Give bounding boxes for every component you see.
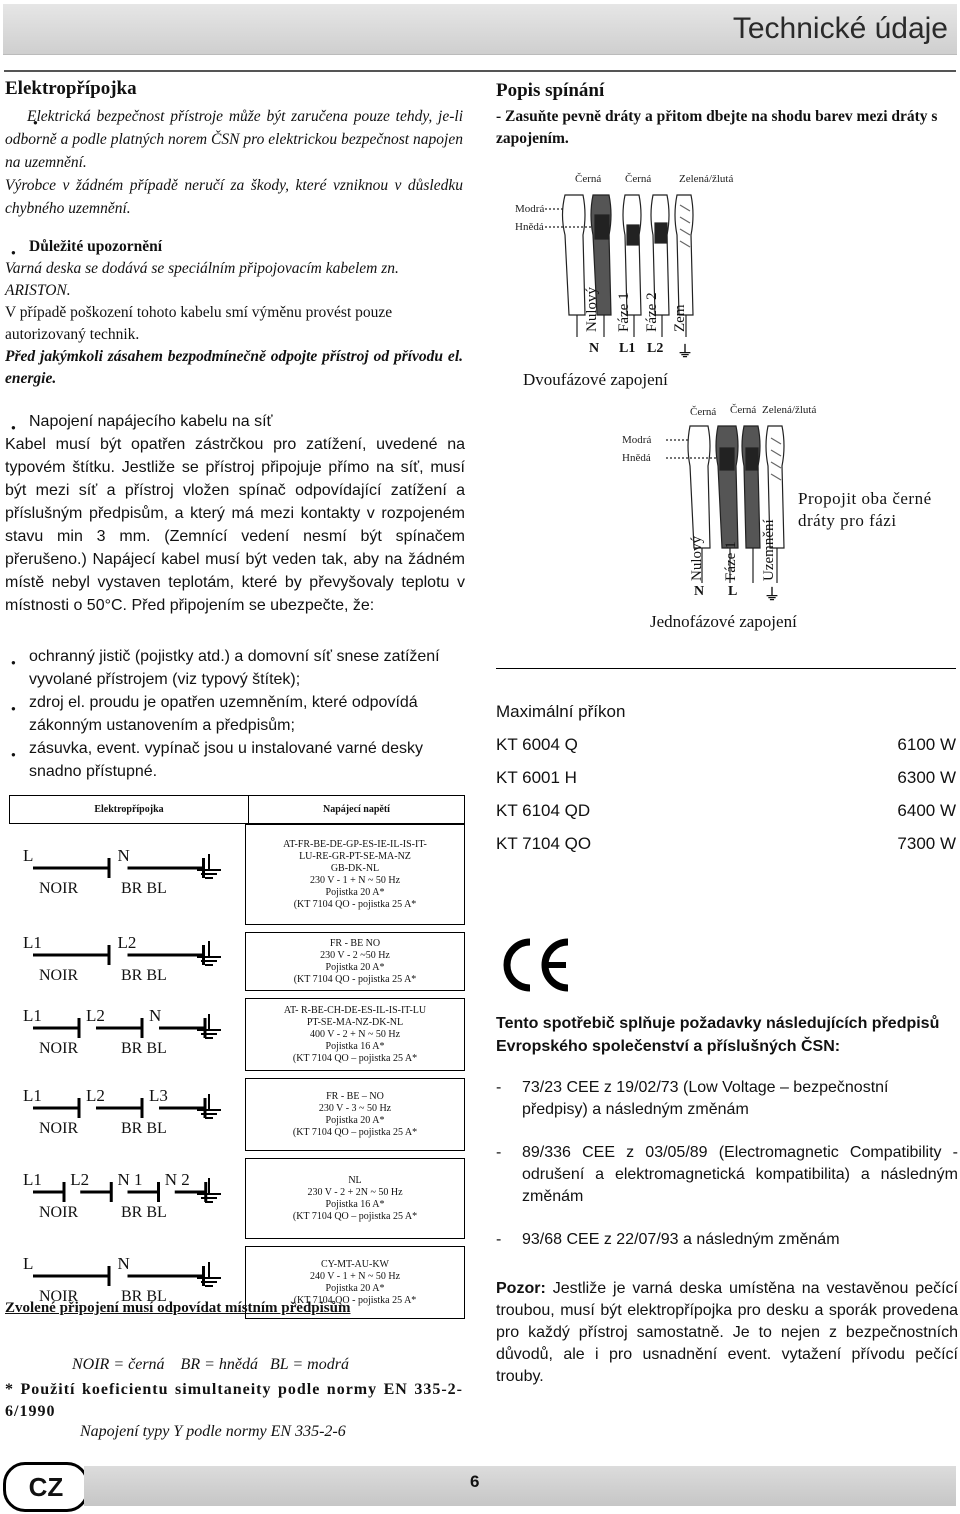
wire-drawing — [505, 165, 745, 365]
voltage-cell — [245, 998, 465, 1071]
voltage-cell — [245, 824, 465, 925]
mains-section — [5, 410, 465, 617]
ce-directives — [496, 1077, 958, 1251]
mains-title: Napojení napájecího kabelu na síť — [29, 413, 273, 430]
important-notice — [5, 236, 463, 390]
wire-name: Fáze 1 — [723, 541, 739, 581]
types-note: Napojení typy Y podle normy EN 335-2-6 — [80, 1423, 346, 1440]
terminal-label: L1 — [23, 1086, 42, 1105]
diagram-caption: Dvoufázové zapojení — [523, 370, 668, 389]
terminal-label: N — [694, 584, 705, 599]
terminal-label: N — [149, 1006, 162, 1025]
wire-color-code: NOIR — [39, 1288, 79, 1305]
wire-color-label: Hnědá — [622, 452, 651, 464]
diagram-caption: Jednofázové zapojení — [650, 612, 797, 631]
ground-icon: ⏚ — [764, 587, 781, 604]
voltage-line: FR - BE NO — [329, 937, 381, 949]
safety-text: Elektrická bezpečnost přístroje může být zaručena pouze tehdy, je-li odborně a podle platných norem ČSN pro elektrickou bezpečnost napojen na uzemnění. — [5, 108, 463, 171]
wire-name: Fáze 2 — [644, 292, 660, 332]
wire-color-label: Černá — [690, 406, 717, 418]
wire-name: Fáze 1 — [616, 292, 632, 332]
voltage-cell — [245, 932, 465, 991]
terminal-label: L — [23, 846, 34, 865]
wire-color-code: BR BL — [121, 1040, 167, 1057]
terminal-label: L2 — [117, 933, 137, 952]
disconnect-text: Před jakýmkoli zásahem bezpodmínečně odpojte přístroj od přívodu el. energie. — [5, 348, 463, 387]
single-phase-diagram — [610, 398, 958, 638]
wire-name: Nulový — [689, 536, 705, 581]
voltage-line: AT-FR-BE-DE-GP-ES-IE-IL-IS-IT- — [283, 838, 427, 850]
wire-color-label: Zelená/žlutá — [762, 404, 817, 416]
table-row — [9, 1158, 465, 1238]
section-heading-connection: Elektropřípojka — [5, 78, 137, 99]
wire-name: Zem — [672, 304, 688, 332]
list-item: zásuvka, event. vypínač jsou u instalované varné desky snadno přístupné. — [29, 740, 423, 780]
voltage-line: 230 V - 2 ~50 Hz — [320, 949, 390, 961]
language-badge: CZ — [3, 1462, 89, 1512]
voltage-line: AT- R-BE-CH-DE-ES-IL-IS-IT-LU — [283, 1004, 427, 1016]
wire-color-code: NOIR — [39, 1120, 79, 1137]
table-header: Napájecí napětí — [249, 796, 465, 824]
terminal-diagram — [9, 1078, 245, 1150]
terminal-label: N — [589, 341, 600, 356]
table-row — [9, 932, 465, 990]
ground-icon: ⏚ — [677, 344, 694, 361]
safety-paragraph — [5, 105, 463, 220]
list-item: ochranný jistič (pojistky atd.) a domovní síť snese zatížení vyvolané přístrojem (viz typový štítek); — [29, 648, 440, 688]
switch-text: - Zasuňte pevně dráty a přitom dbejte na shodu barev mezi dráty s zapojením. — [496, 108, 938, 147]
wire-color-code: BR BL — [121, 1204, 167, 1221]
voltage-line: PT-SE-MA-NZ-DK-NL — [306, 1016, 404, 1028]
voltage-line: LU-RE-GR-PT-SE-MA-NZ — [299, 850, 411, 862]
wire-color-label: Černá — [575, 173, 602, 185]
table-header: Elektropřípojka — [10, 796, 249, 824]
wire-color-label: Černá — [625, 173, 652, 185]
table-row: KT 6004 Q 6100 W — [496, 735, 956, 754]
wire-color-code: BR BL — [121, 1288, 167, 1305]
page-title: Technické údaje — [732, 12, 948, 45]
terminal-block-icon — [9, 998, 245, 1070]
voltage-line: 230 V - 2 + 2N ~ 50 Hz — [307, 1186, 403, 1198]
terminal-label: N — [117, 846, 130, 865]
terminal-label: L1 — [23, 933, 42, 952]
voltage-line: 230 V - 3 ~ 50 Hz — [318, 1102, 392, 1114]
voltage-cell — [245, 1158, 465, 1239]
voltage-line: NL — [348, 1174, 362, 1186]
terminal-label: L3 — [149, 1086, 168, 1105]
two-phase-diagram — [505, 165, 745, 395]
voltage-cell — [245, 1078, 465, 1151]
list-item: - 93/68 CEE z 22/07/93 a následným změnám — [496, 1231, 840, 1248]
voltage-line: (KT 7104 QO – pojistka 25 A* — [292, 1126, 418, 1138]
voltage-line: (KT 7104 QO - pojistka 25 A* — [293, 898, 417, 910]
warning-label: Pozor: — [496, 1280, 546, 1297]
table-row — [9, 824, 465, 924]
table-row — [9, 1078, 465, 1150]
warning-paragraph — [496, 1278, 958, 1388]
terminal-label: L1 — [23, 1170, 42, 1189]
replace-text: V případě poškození tohoto kabelu smí výměnu provést pouze autorizovaný technik. — [5, 304, 393, 343]
terminal-label: L2 — [70, 1170, 90, 1189]
voltage-line: CY-MT-AU-KW — [321, 1258, 389, 1270]
ce-mark-icon — [496, 936, 576, 999]
list-item: - 73/23 CEE z 19/02/73 (Low Voltage – bezpečnostní předpisy) a následným změnám — [496, 1079, 889, 1118]
connection-table — [9, 795, 465, 824]
cable-text: Varná deska se dodává se speciálním připojovacím kabelem zn. ARISTON. — [5, 260, 399, 299]
voltage-line: (KT 7104 QO - pojistka 25 A* — [293, 1294, 417, 1306]
terminal-diagram — [9, 824, 245, 924]
wire-color-code: BR BL — [121, 967, 167, 984]
wire-color-label: Modrá — [515, 203, 545, 215]
divider — [496, 668, 956, 669]
wire-color-label: Černá — [730, 404, 757, 416]
terminal-label: L2 — [86, 1006, 105, 1025]
terminal-label: N — [117, 1254, 130, 1273]
list-item: zdroj el. proudu je opatřen uzemněním, které odpovídá zákonným ustanovením a předpisům; — [29, 694, 418, 734]
terminal-diagram — [9, 998, 245, 1070]
wire-color-code: NOIR — [39, 1040, 79, 1057]
warning-text: Jestliže je varná deska umístěna na vestavěnou pečící troubou, musí být elektropřípojka pro desku a sporák provedena pro každý přístroj samostatně. Je to nejen z bezpečnostních důvodů, ale i pro usnadnění event. vytažení přívodu pečící trouby. — [496, 1280, 958, 1385]
must-match-note: Zvolené připojení musí odpovídat místním předpisům — [5, 1300, 351, 1316]
voltage-line: Pojistka 20 A* — [325, 961, 385, 973]
table-row: KT 7104 QO 7300 W — [496, 834, 956, 853]
checklist — [5, 645, 465, 783]
ce-statement: Tento spotřebič splňuje požadavky následujících předpisů Evropského společenství a příslušných ČSN: — [496, 1015, 940, 1055]
important-title: Důležité upozornění — [29, 238, 163, 255]
list-item: - 89/336 CEE z 03/05/89 (Electromagnetic Compatibility - odrušení a elektromagnetická kompatibilita) a následným změnám — [496, 1144, 958, 1205]
voltage-line: GB-DK-NL — [330, 862, 380, 874]
terminal-label: L1 — [619, 341, 636, 356]
voltage-line: (KT 7104 QO – pojistka 25 A* — [292, 1052, 418, 1064]
terminal-label: L2 — [647, 341, 664, 356]
terminal-label: L2 — [86, 1086, 105, 1105]
voltage-line: 240 V - 1 + N ~ 50 Hz — [309, 1270, 401, 1282]
table-row — [9, 998, 465, 1070]
voltage-line: (KT 7104 QO - pojistka 25 A* — [293, 973, 417, 985]
manufacturer-text: Výrobce v žádném případě neručí za škody, které vzniknou v důsledku chybného uzemnění. — [5, 177, 463, 217]
table-row: KT 6104 QD 6400 W — [496, 801, 956, 820]
terminal-label: N 2 — [164, 1170, 190, 1189]
voltage-line: Pojistka 16 A* — [325, 1040, 385, 1052]
voltage-line: Pojistka 16 A* — [325, 1198, 385, 1210]
voltage-line: 400 V - 2 + N ~ 50 Hz — [309, 1028, 401, 1040]
switch-heading: Popis spínání — [496, 80, 605, 101]
voltage-line: Pojistka 20 A* — [325, 886, 385, 898]
wire-color-code: BR BL — [121, 1120, 167, 1137]
terminal-label: N 1 — [117, 1170, 143, 1189]
wire-color-code: NOIR — [39, 1204, 79, 1221]
wire-color-label: Modrá — [622, 434, 652, 446]
wire-name: Uzemnění — [761, 519, 777, 581]
wire-color-label: Hnědá — [515, 221, 544, 233]
voltage-line: Pojistka 20 A* — [325, 1282, 385, 1294]
wire-color-code: BR BL — [121, 880, 167, 897]
page-number: 6 — [470, 1472, 480, 1491]
terminal-label: L1 — [23, 1006, 42, 1025]
mains-text: Kabel musí být opatřen zástrčkou pro zatížení, uvedené na typovém štítku. Jestliže se přístroj připojuje přímo na síť, musí být mezi síť a přístroj vložen spínač odpovídající zatížení a příslušným předpisům, a který má mezi kontakty v rozpojeném stavu min 3 mm. (Zemnící vedení nesmí být spínačem přerušeno.) Napájecí kabel musí být veden tak, aby na žádném místě nebyl vystaven teplotám, které by převyšovaly teplotu v místnosti o 50°C. Před připojením se ubezpečte, že: — [5, 436, 465, 614]
coefficient-note: * Použití koeficientu simultaneity podle normy EN 335-2-6/1990 — [5, 1381, 463, 1420]
terminal-block-icon — [9, 824, 245, 924]
wire-color-code: NOIR — [39, 967, 79, 984]
footer-bar — [84, 1466, 956, 1506]
color-legend: NOIR = černá BR = hnědá BL = modrá — [72, 1356, 349, 1373]
terminal-label: L — [728, 584, 738, 599]
bridge-note: Propojit oba černé dráty pro fázi — [798, 489, 932, 530]
table-row: KT 6001 H 6300 W — [496, 768, 956, 787]
voltage-line: 230 V - 1 + N ~ 50 Hz — [309, 874, 401, 886]
header-rule — [4, 70, 956, 72]
power-heading: Maximální příkon — [496, 702, 626, 721]
terminal-diagram — [9, 1158, 245, 1238]
wire-name: Nulový — [584, 287, 600, 332]
wire-drawing — [610, 398, 830, 598]
terminal-block-icon — [9, 1078, 245, 1150]
voltage-line: (KT 7104 QO – pojistka 25 A* — [292, 1210, 418, 1222]
terminal-label: L — [23, 1254, 34, 1273]
wire-color-code: NOIR — [39, 880, 79, 897]
voltage-line: Pojistka 20 A* — [325, 1114, 385, 1126]
voltage-line: FR - BE – NO — [326, 1090, 384, 1102]
wire-color-label: Zelená/žlutá — [679, 173, 734, 185]
terminal-diagram — [9, 932, 245, 990]
power-table — [496, 735, 956, 867]
